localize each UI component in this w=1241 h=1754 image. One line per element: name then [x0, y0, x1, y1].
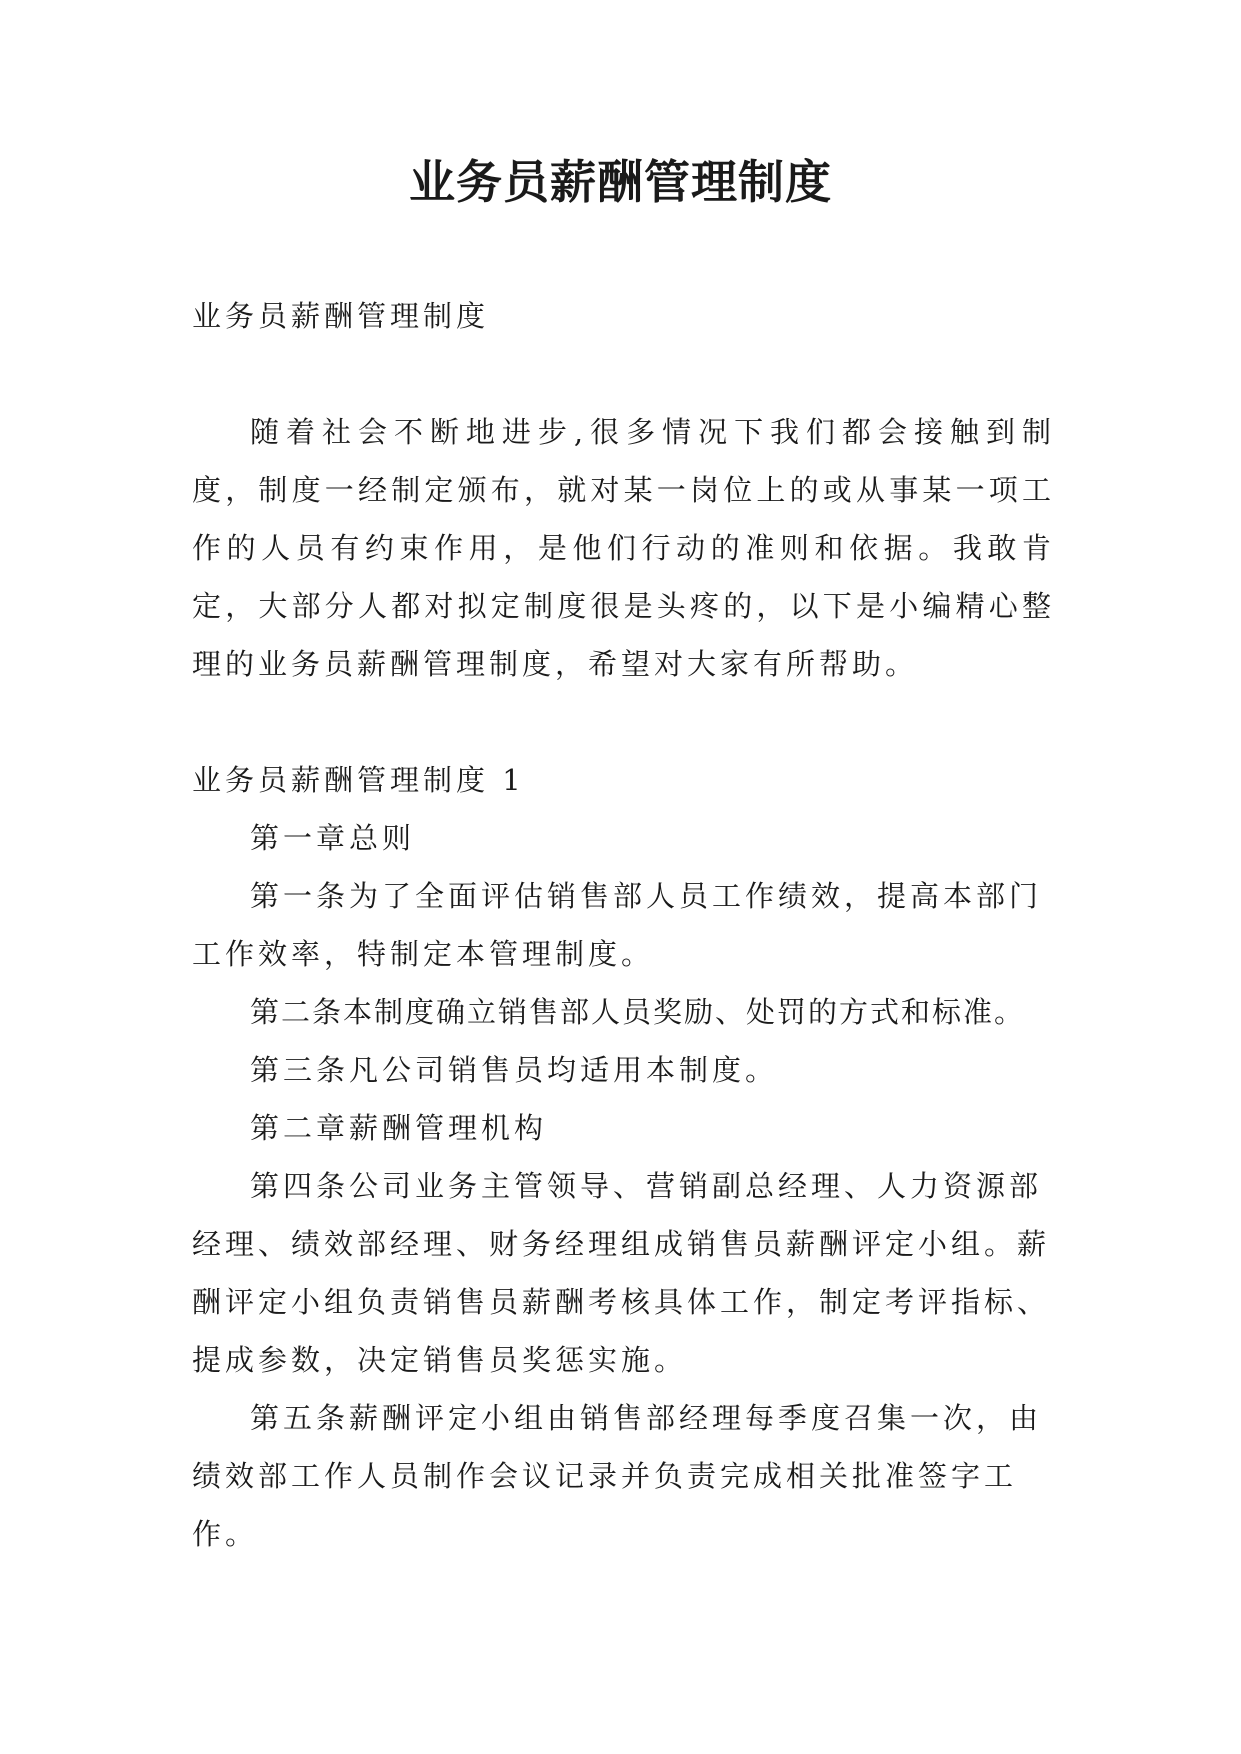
chapter-heading-2: 第二章薪酬管理机构 [250, 1111, 548, 1145]
article-5: 第五条薪酬评定小组由销售部经理每季度召集一次，由绩效部工作人员制作会议记录并负责完成相关批准签字工作。 [192, 1401, 1043, 1551]
chapter-heading-1: 第一章总则 [250, 821, 416, 855]
document-title: 业务员薪酬管理制度 [409, 155, 832, 209]
intro-paragraph: 随着社会不断地进步,很多情况下我们都会接触到制度，制度一经制定颁布，就对某一岗位上的或从事某一项工作的人员有约束作用，是他们行动的准则和依据。我敢肯定，大部分人都对拟定制度很是头疼的，以下是小编精心整理的业务员薪酬管理制度，希望对大家有所帮助。 [192, 415, 1055, 681]
article-1: 第一条为了全面评估销售部人员工作绩效，提高本部门工作效率，特制定本管理制度。 [192, 879, 1043, 971]
section-heading: 业务员薪酬管理制度 1 [192, 763, 525, 797]
article-4: 第四条公司业务主管领导、营销副总经理、人力资源部经理、绩效部经理、财务经理组成销售员薪酬评定小组。薪酬评定小组负责销售员薪酬考核具体工作，制定考评指标、提成参数，决定销售员奖惩实施。 [192, 1169, 1051, 1377]
article-3: 第三条凡公司销售员均适用本制度。 [250, 1053, 779, 1087]
document-body [192, 287, 1055, 1563]
article-2: 第二条本制度确立销售部人员奖励、处罚的方式和标准。 [250, 995, 1026, 1029]
document-subtitle: 业务员薪酬管理制度 [192, 299, 490, 333]
